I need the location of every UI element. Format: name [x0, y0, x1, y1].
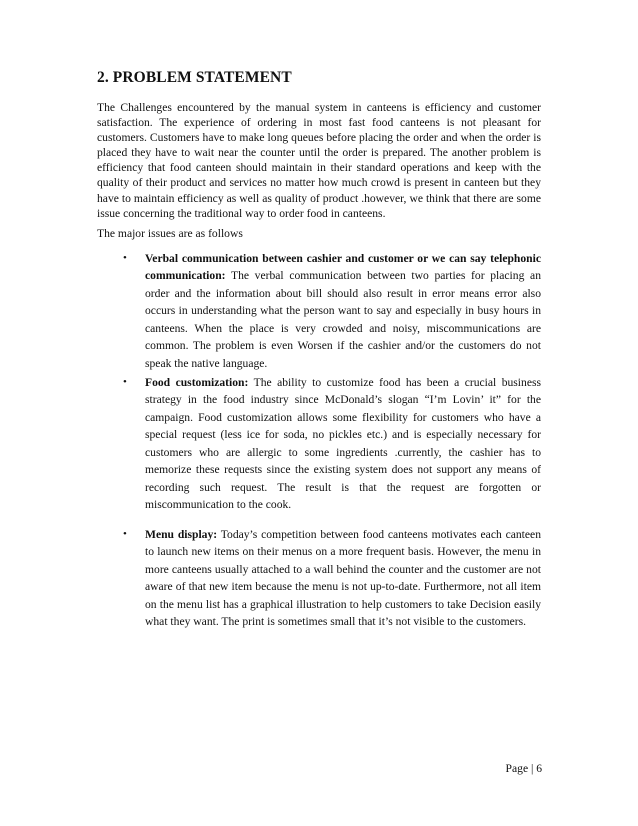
bullet-icon: • [123, 252, 127, 264]
issue-item-menu-display [123, 526, 541, 631]
issue-text: The verbal communication between two parties for placing an order and the information about bill should also result in error means error also occurs in understanding what the person want to say and especially in busy hours in canteens. When the place is very crowded and noisy, miscommunications are common. The problem is even Worsen if the cashier and/or the customers do not speak the native language. [145, 269, 541, 370]
section-heading: 2. PROBLEM STATEMENT [97, 69, 292, 86]
issues-lead-text: The major issues are as follows [97, 227, 243, 240]
issue-title: Menu display: [145, 528, 218, 541]
issue-item-verbal-communication [123, 250, 541, 372]
bullet-icon: • [123, 528, 127, 540]
intro-paragraph: The Challenges encountered by the manual system in canteens is efficiency and customer satisfaction. The experience of ordering in most fast food canteens is not pleasant for customers. Customers have to make long queues before placing the order and when the order is placed they have to wait near the counter until the order is prepared. The another problem is efficiency that food canteen should maintain in their standard operations and keep with the quality of their product and services no matter how much crowd is present in canteen but they have to maintain efficiency as well as quality of product .however, we think that there are some issue concerning the traditional way to order food in canteens. [97, 101, 541, 220]
issue-title: Food customization: [145, 376, 249, 389]
bullet-icon: • [123, 376, 127, 388]
issue-item-food-customization [123, 374, 541, 514]
page-number: Page | 6 [505, 762, 542, 775]
issue-text: Today’s competition between food canteens motivates each canteen to launch new items on their menus on a more frequent basis. However, the menu in more canteens usually attached to a wall behind the counter and the customer are not aware of that new item because the menu is not up-to-date. Furthermore, not all item on the menu list has a graphical illustration to help customers to take Decision easily what they want. The print is sometimes small that it’s not visible to the customers. [145, 528, 541, 629]
issue-title: Verbal communication between cashier and customer or we can say telephonic communication: [145, 252, 541, 283]
issue-text: The ability to customize food has been a crucial business strategy in the food industry since McDonald’s slogan “I’m Lovin’ it” for the campaign. Food customization allows some flexibility for customers who have a special request (less ice for soda, no pickles etc.) and is especially necessary for customers who are allergic to some ingredients .currently, the cashier has to memorize these requests since the existing system does not support any means of recording such request. The result is that the request are forgotten or miscommunication to the cook. [145, 376, 541, 512]
